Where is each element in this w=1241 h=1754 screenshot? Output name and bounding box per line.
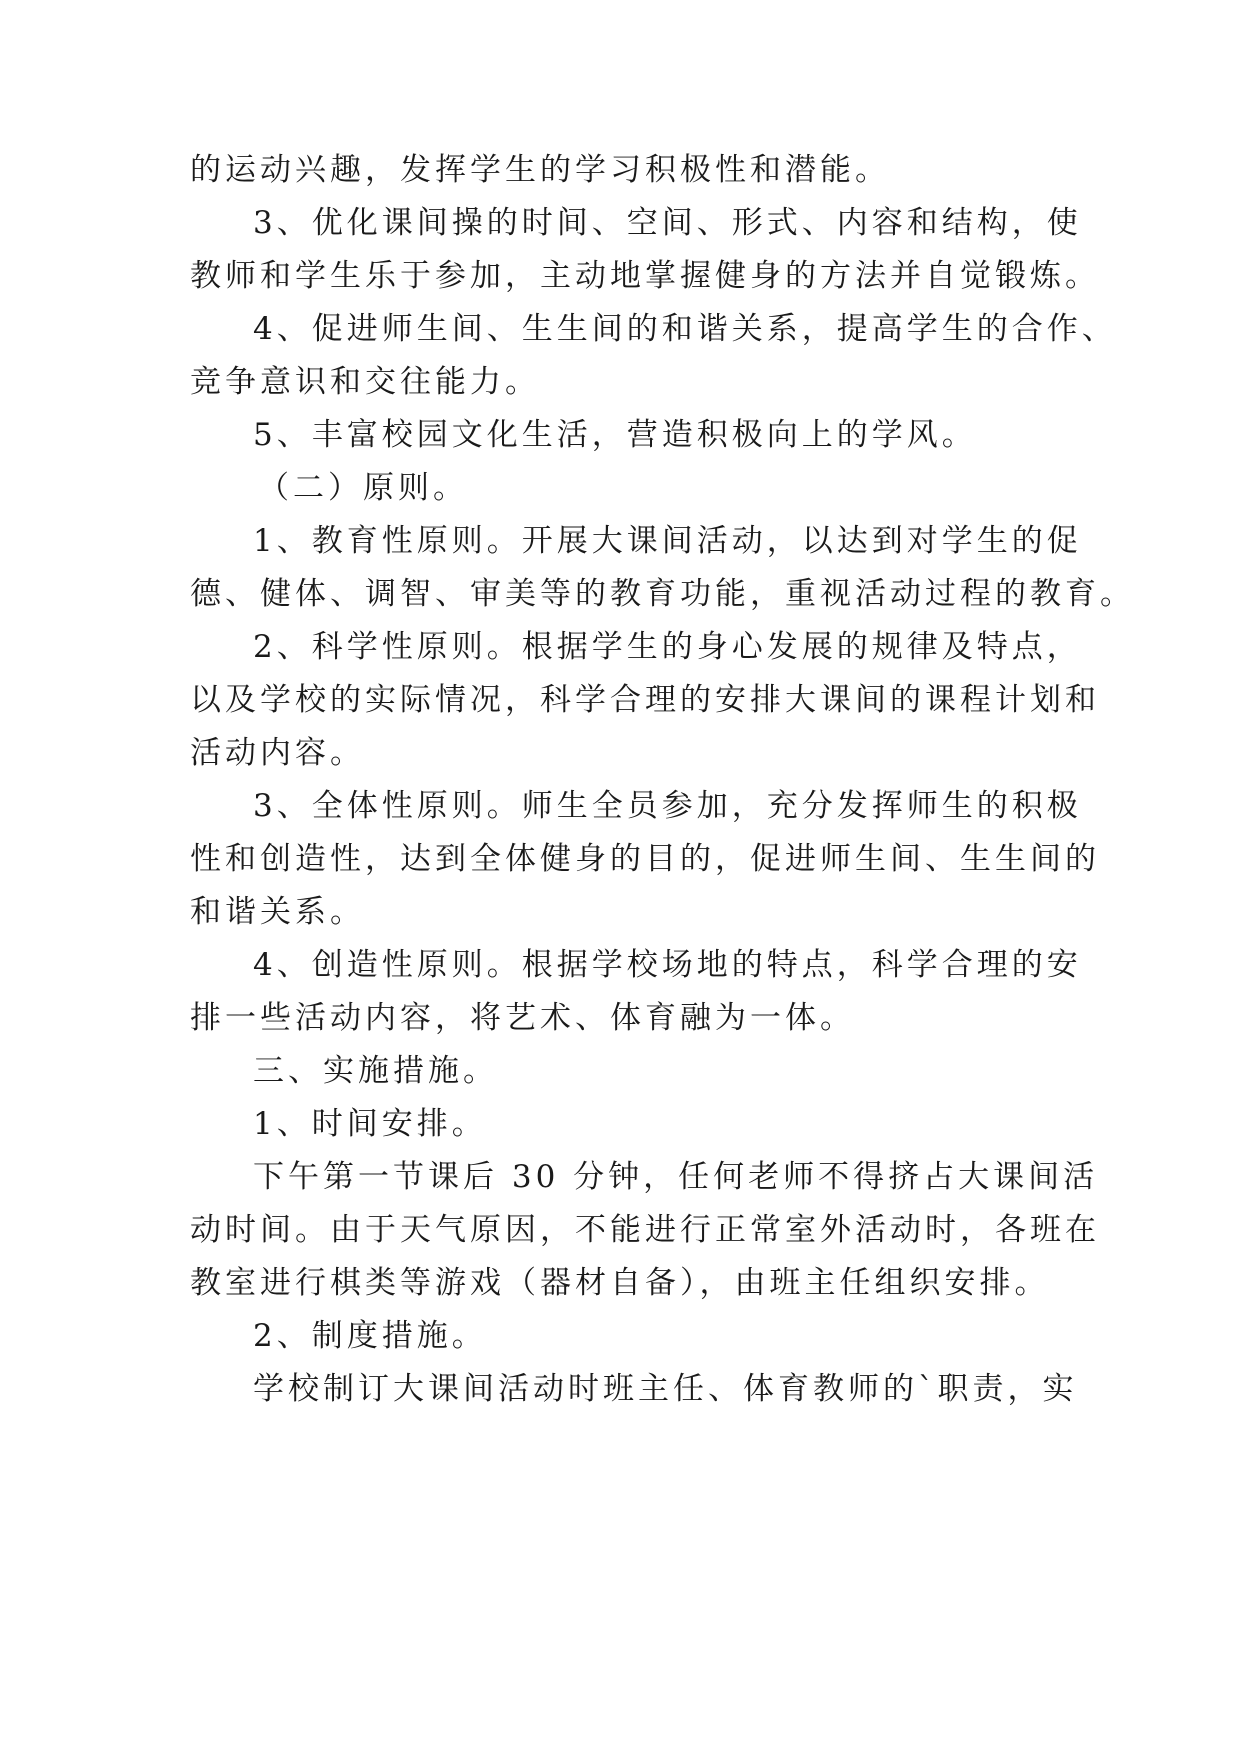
text-line: 教室进行棋类等游戏（器材自备），由班主任组织安排。 — [190, 1265, 1050, 1301]
text-line: 的运动兴趣，发挥学生的学习积极性和潜能。 — [190, 152, 890, 188]
text-line: 4、创造性原则。根据学校场地的特点，科学合理的安 — [253, 947, 1082, 983]
text-line: 3、全体性原则。师生全员参加，充分发挥师生的积极 — [253, 788, 1082, 824]
text-line: 以及学校的实际情况，科学合理的安排大课间的课程计划和 — [190, 682, 1100, 718]
text-line: 德、健体、调智、审美等的教育功能，重视活动过程的教育。 — [190, 576, 1135, 612]
text-line: 排一些活动内容，将艺术、体育融为一体。 — [190, 1000, 855, 1036]
section-heading: （二）原则。 — [258, 470, 468, 506]
text-line: 下午第一节课后 30 分钟，任何老师不得挤占大课间活 — [253, 1159, 1099, 1195]
text-line: 和谐关系。 — [190, 894, 365, 930]
text-line: 活动内容。 — [190, 735, 365, 771]
text-line: 4、促进师生间、生生间的和谐关系，提高学生的合作、 — [253, 311, 1117, 347]
text-line: 竞争意识和交往能力。 — [190, 364, 540, 400]
text-line: 学校制订大课间活动时班主任、体育教师的`职责，实 — [253, 1371, 1078, 1407]
subsection-heading: 1、时间安排。 — [253, 1106, 487, 1142]
text-line: 2、科学性原则。根据学生的身心发展的规律及特点， — [253, 629, 1082, 665]
text-line: 性和创造性，达到全体健身的目的，促进师生间、生生间的 — [190, 841, 1100, 877]
text-line: 5、丰富校园文化生活，营造积极向上的学风。 — [253, 417, 977, 453]
text-line: 动时间。由于天气原因，不能进行正常室外活动时，各班在 — [190, 1212, 1100, 1248]
subsection-heading: 2、制度措施。 — [253, 1318, 487, 1354]
text-line: 教师和学生乐于参加，主动地掌握健身的方法并自觉锻炼。 — [190, 258, 1100, 294]
text-line: 3、优化课间操的时间、空间、形式、内容和结构，使 — [253, 205, 1082, 241]
text-line: 1、教育性原则。开展大课间活动，以达到对学生的促 — [253, 523, 1082, 559]
section-heading: 三、实施措施。 — [253, 1053, 498, 1089]
